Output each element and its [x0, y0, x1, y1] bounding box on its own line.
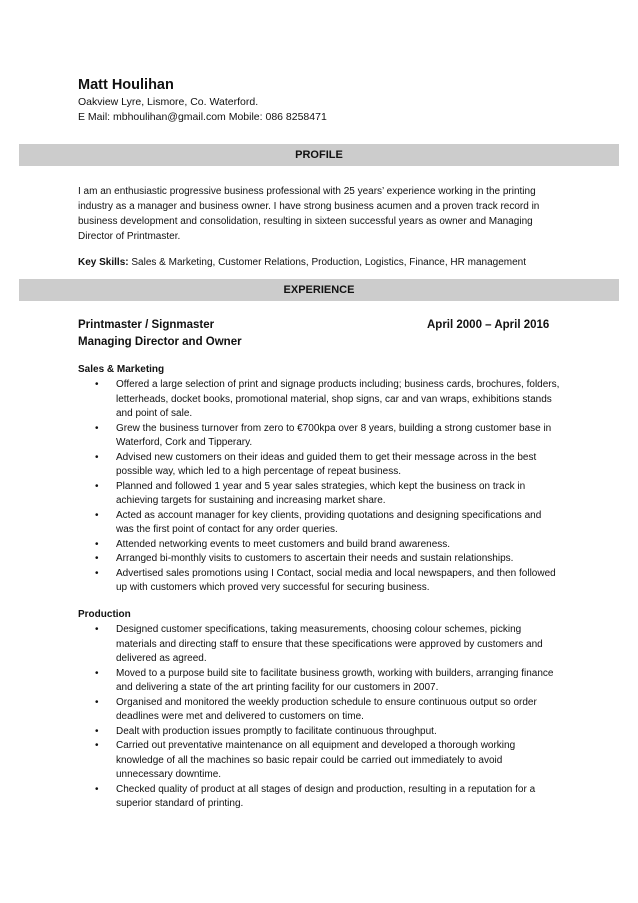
bullet-icon: • — [95, 783, 99, 795]
list-item — [78, 552, 560, 567]
experience-heading: EXPERIENCE — [19, 279, 619, 301]
list-item-text: Checked quality of product at all stages of design and production, resulting in a reputation for a superior standard of printing. — [116, 783, 536, 809]
bullet-icon: • — [95, 553, 99, 564]
section-title-sales-marketing: Sales & Marketing — [78, 364, 165, 375]
list-item-text: Attended networking events to meet customers and build brand awareness. — [116, 538, 451, 550]
list-item-text: Carried out preventative maintenance on all equipment and developed a thorough working knowledge of all the machines so basic repair could be carried out immediately to avoid unnecessary downtime. — [116, 740, 516, 780]
list-item — [78, 739, 560, 783]
list-item-text: Acted as account manager for key clients, providing quotations and designing specifications and was the first point of contact for any order queries. — [116, 509, 542, 535]
list-item-text: Designed customer specifications, taking measurements, choosing colour schemes, picking materials and directing staff to ensure that these specifications were approved by customers and delivered as agreed. — [116, 624, 543, 664]
list-item — [78, 783, 560, 812]
section-title-production: Production — [78, 609, 131, 620]
bullet-icon: • — [95, 538, 99, 550]
job-role: Managing Director and Owner — [78, 336, 242, 348]
sales-marketing-list — [78, 378, 560, 596]
bullet-icon: • — [95, 740, 99, 751]
profile-summary: I am an enthusiastic progressive business professional with 25 years’ experience working in the printing industry as a manager and business owner. I have strong business acumen and a proven track record in business development and consolidation, resulting in sixteen successful years as owner and Managing Director of Printmaster. — [78, 186, 540, 242]
bullet-icon: • — [95, 725, 99, 737]
bullet-icon: • — [95, 696, 99, 708]
bullet-icon: • — [95, 567, 99, 579]
contact-block — [78, 95, 327, 125]
job-heading — [78, 317, 242, 351]
list-item-text: Grew the business turnover from zero to €700kpa over 8 years, building a strong customer base in Waterford, Cork and Tipperary. — [116, 422, 552, 448]
list-item-text: Organised and monitored the weekly production schedule to ensure continuous output so order deadlines were met and delivered to customers on time. — [116, 696, 537, 722]
list-item — [78, 667, 560, 696]
list-item — [78, 422, 560, 451]
production-list — [78, 623, 560, 812]
bullet-icon: • — [95, 422, 99, 434]
bullet-icon: • — [95, 379, 99, 390]
list-item — [78, 623, 560, 667]
address-line: Oakview Lyre, Lismore, Co. Waterford. — [78, 96, 259, 108]
list-item-text: Arranged bi-monthly visits to customers to ascertain their needs and sustain relationships. — [116, 553, 514, 564]
bullet-icon: • — [95, 509, 99, 521]
bullet-icon: • — [95, 624, 99, 635]
list-item — [78, 696, 560, 725]
list-item-text: Dealt with production issues promptly to facilitate continuous throughput. — [116, 725, 437, 737]
email-mobile-line: E Mail: mbhoulihan@gmail.com Mobile: 086 8258471 — [78, 111, 327, 123]
job-dates: April 2000 – April 2016 — [427, 319, 550, 331]
bullet-icon: • — [95, 667, 99, 679]
list-item — [78, 509, 560, 538]
company-name: Printmaster / Signmaster — [78, 319, 215, 331]
list-item-text: Planned and followed 1 year and 5 year sales strategies, which kept the business on track in achieving targets for sustaining and increasing market share. — [116, 480, 526, 506]
list-item — [78, 451, 560, 480]
list-item — [78, 725, 560, 740]
list-item — [78, 480, 560, 509]
key-skills-line — [78, 257, 526, 268]
list-item-text: Advised new customers on their ideas and guided them to get their message across in the best possible way, which led to a high percentage of repeat business. — [116, 451, 537, 477]
key-skills-label: Key Skills: — [78, 257, 129, 268]
bullet-icon: • — [95, 451, 99, 463]
list-item-text: Moved to a purpose build site to facilitate business growth, working with builders, arranging finance and delivering a state of the art printing facility for our customers in 2007. — [116, 667, 554, 693]
list-item — [78, 567, 560, 596]
list-item-text: Offered a large selection of print and signage products including; business cards, brochures, folders, letterheads, docket books, promotional material, shop signs, car and van wraps, exhibitions stands and point of sale. — [116, 379, 560, 419]
list-item-text: Advertised sales promotions using I Contact, social media and local newspapers, and then followed up with customers which proved very successful for securing business. — [116, 567, 556, 593]
bullet-icon: • — [95, 480, 99, 492]
candidate-name: Matt Houlihan — [78, 77, 174, 93]
list-item — [78, 378, 560, 422]
list-item — [78, 538, 560, 553]
key-skills-value: Sales & Marketing, Customer Relations, Production, Logistics, Finance, HR management — [131, 257, 526, 268]
profile-heading: PROFILE — [19, 144, 619, 166]
